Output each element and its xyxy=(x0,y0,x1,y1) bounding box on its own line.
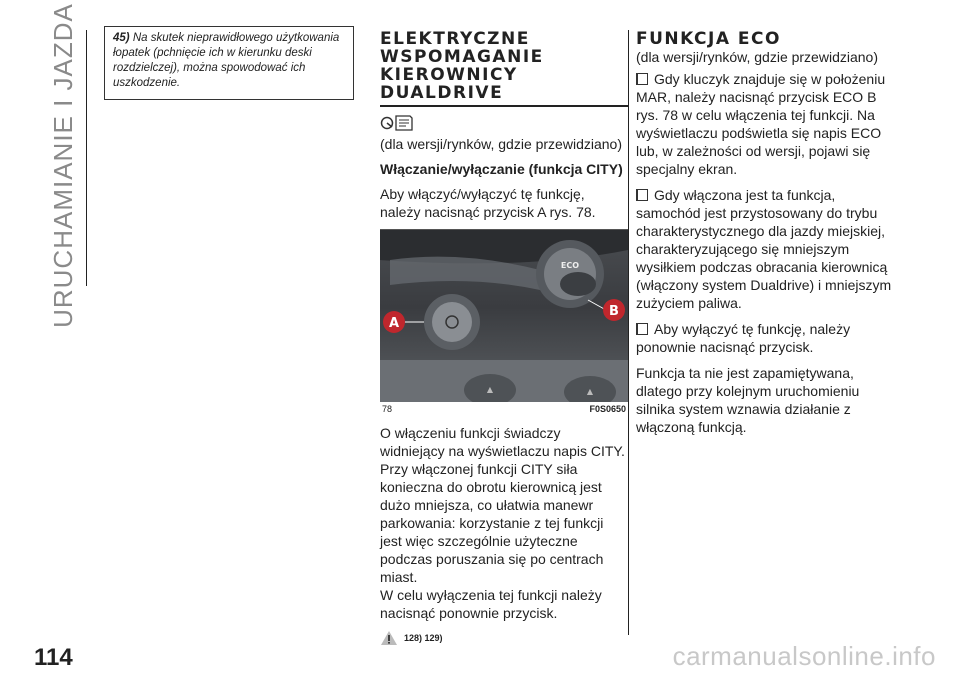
eco-versions: (dla wersji/rynków, gdzie przewidziano) xyxy=(636,49,878,65)
title-line: WSPOMAGANIE xyxy=(380,47,544,67)
eco-bullet-2 xyxy=(636,186,902,312)
eco-bullet-1-text: Gdy kluczyk znajduje się w położeniu MAR, należy nacisnąć przycisk ECO B rys. 78 w celu włączenia tej funkcji. Na wyświetlaczu podświetla się napis ECO lub, w zależności od wersji, pojawi się specjalny ekran. xyxy=(636,71,886,177)
section-eco xyxy=(636,30,902,444)
section-dualdrive xyxy=(380,30,628,646)
eco-bullet-3 xyxy=(636,320,902,356)
note-text: Na skutek nieprawidłowego użytkowania łopatek (pchnięcie ich w kierunku deski rozdzielczej), można spowodować ich uszkodzenie. xyxy=(113,32,340,89)
section-eco-title: FUNKCJA ECO xyxy=(636,29,781,49)
figure-code: F0S0650 xyxy=(589,404,626,414)
column-divider xyxy=(628,30,629,635)
title-line: ELEKTRYCZNE xyxy=(380,29,530,49)
figure-number: 78 xyxy=(382,404,393,414)
side-rule xyxy=(86,30,87,286)
heading-rule xyxy=(380,105,628,107)
note-box xyxy=(104,26,354,100)
figure-78-photo xyxy=(380,229,628,402)
dualdrive-para-2: O włączeniu funkcji świadczy widniejący na wyświetlaczu napis CITY. xyxy=(380,425,625,459)
svg-text:▲: ▲ xyxy=(586,387,594,396)
warning-refs: 128) 129) xyxy=(404,633,443,643)
figure-caption xyxy=(380,402,628,414)
dualdrive-subheading: Włączanie/wyłączanie (funkcja CITY) xyxy=(380,161,623,177)
label-a: A xyxy=(388,316,400,331)
title-line: DUALDRIVE xyxy=(380,83,504,103)
eco-bullet-3-text: Aby wyłączyć tę funkcję, należy ponownie nacisnąć przycisk. xyxy=(636,321,851,355)
steering-wheel-manual-icon xyxy=(380,113,628,135)
chapter-side-title-text: URUCHAMIANIE I JAZDA xyxy=(47,2,78,328)
eco-button-label: ECO xyxy=(560,261,580,270)
label-b: B xyxy=(609,304,619,319)
page-number: 114 xyxy=(34,644,73,671)
eco-bullet-1 xyxy=(636,70,902,178)
steering-wheel-manual-icon-svg xyxy=(380,113,416,133)
dualdrive-para-1: Aby włączyć/wyłączyć tę funkcję, należy nacisnąć przycisk A rys. 78. xyxy=(380,186,596,220)
eco-final-para: Funkcja ta nie jest zapamiętywana, dlatego przy kolejnym uruchomieniu silnika system wznawia działanie z włączoną funkcją. xyxy=(636,365,860,435)
section-dualdrive-title xyxy=(380,30,628,102)
chapter-side-title xyxy=(40,2,86,328)
svg-text:▲: ▲ xyxy=(486,385,494,394)
dualdrive-versions: (dla wersji/rynków, gdzie przewidziano) xyxy=(380,136,622,152)
watermark: carmanualsonline.info xyxy=(672,641,936,671)
dualdrive-para-4: W celu wyłączenia tej funkcji należy nacisnąć ponownie przycisk. xyxy=(380,587,602,621)
figure-78-illustration xyxy=(380,230,628,402)
warning-triangle-icon xyxy=(380,630,398,646)
note-ref: 45) xyxy=(113,32,130,44)
dualdrive-para-3: Przy włączonej funkcji CITY siła konieczna do obrotu kierownicą jest dużo mniejsza, co ułatwia manewr parkowania: korzystanie z tej funkcji jest więc szczególnie użyteczne podczas poruszania się po centrach miast. xyxy=(380,461,604,585)
eco-bullet-2-text: Gdy włączona jest ta funkcja, samochód jest przystosowany do trybu charakterystycznego dla jazdy miejskiej, charakteryzującego się mniejszym wysiłkiem podczas obracania kierownicą (włączony system Dualdrive) i mniejszym zużyciem paliwa. xyxy=(636,187,892,311)
warning-refs-row xyxy=(380,630,628,646)
title-line: KIEROWNICY xyxy=(380,65,518,85)
